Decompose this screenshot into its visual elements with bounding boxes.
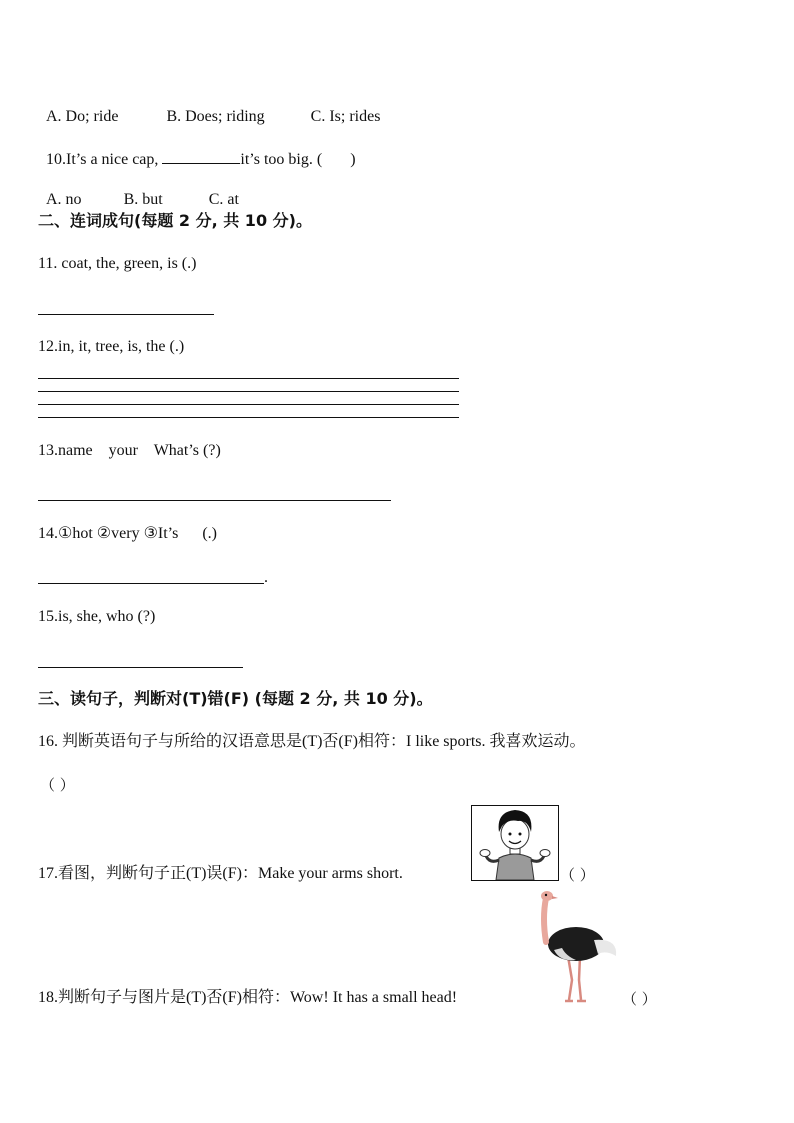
q14-answer-line[interactable]	[38, 583, 264, 584]
q14-text: 14.①hot ②very ③It’s (.)	[38, 525, 218, 542]
q10-option-a: A. no	[46, 191, 82, 208]
q13-text: 13.name your What’s (?)	[38, 442, 221, 459]
q9-option-c: C. Is; rides	[310, 108, 381, 125]
q10-blank[interactable]	[162, 149, 240, 164]
q9-option-b: B. Does; riding	[166, 108, 265, 125]
q16-answer-paren[interactable]: （ ）	[40, 776, 75, 794]
q17-answer-paren[interactable]: （ ）	[560, 866, 595, 884]
q9-option-a: A. Do; ride	[46, 108, 119, 125]
q12-text: 12.in, it, tree, is, the (.)	[38, 338, 185, 355]
shrugging-person-image	[471, 805, 559, 881]
q10-paren-close: )	[350, 151, 356, 168]
q11-text: 11. coat, the, green, is (.)	[38, 255, 197, 272]
ostrich-image	[532, 888, 622, 1004]
q12-answer-line-2[interactable]	[38, 391, 459, 392]
ostrich-icon	[532, 888, 622, 1004]
q10-options	[38, 170, 239, 210]
q15-answer-line[interactable]	[38, 667, 243, 668]
q18-text: 18.判断句子与图片是(T)否(F)相符：Wow! It has a small head!	[38, 989, 458, 1006]
section2-title: 二、连词成句(每题 2 分, 共 10 分)。	[38, 211, 312, 230]
q10-option-b: B. but	[123, 191, 163, 208]
q9-options	[38, 87, 380, 127]
section3-title: 三、读句子，判断对(T)错(F) (每题 2 分, 共 10 分)。	[38, 689, 433, 708]
q10-text-after: it’s too big. (	[240, 151, 323, 168]
q10-text-before: 10.It’s a nice cap,	[46, 151, 163, 168]
q11-answer-line[interactable]	[38, 314, 214, 315]
shrugging-person-icon	[472, 806, 558, 880]
q17-text: 17.看图，判断句子正(T)误(F)：Make your arms short.	[38, 865, 403, 882]
q18-answer-paren[interactable]: （ ）	[622, 990, 657, 1008]
q12-answer-line-3[interactable]	[38, 404, 459, 405]
q12-answer-line-1[interactable]	[38, 378, 459, 379]
q16-text: 16. 判断英语句子与所给的汉语意思是(T)否(F)相符：I like sports. 我喜欢运动。	[38, 733, 586, 750]
q14-period: .	[264, 569, 268, 586]
q12-answer-line-4[interactable]	[38, 417, 459, 418]
q15-text: 15.is, she, who (?)	[38, 608, 156, 625]
q10-question	[38, 129, 356, 170]
q13-answer-line[interactable]	[38, 500, 391, 501]
q10-option-c: C. at	[208, 191, 239, 208]
